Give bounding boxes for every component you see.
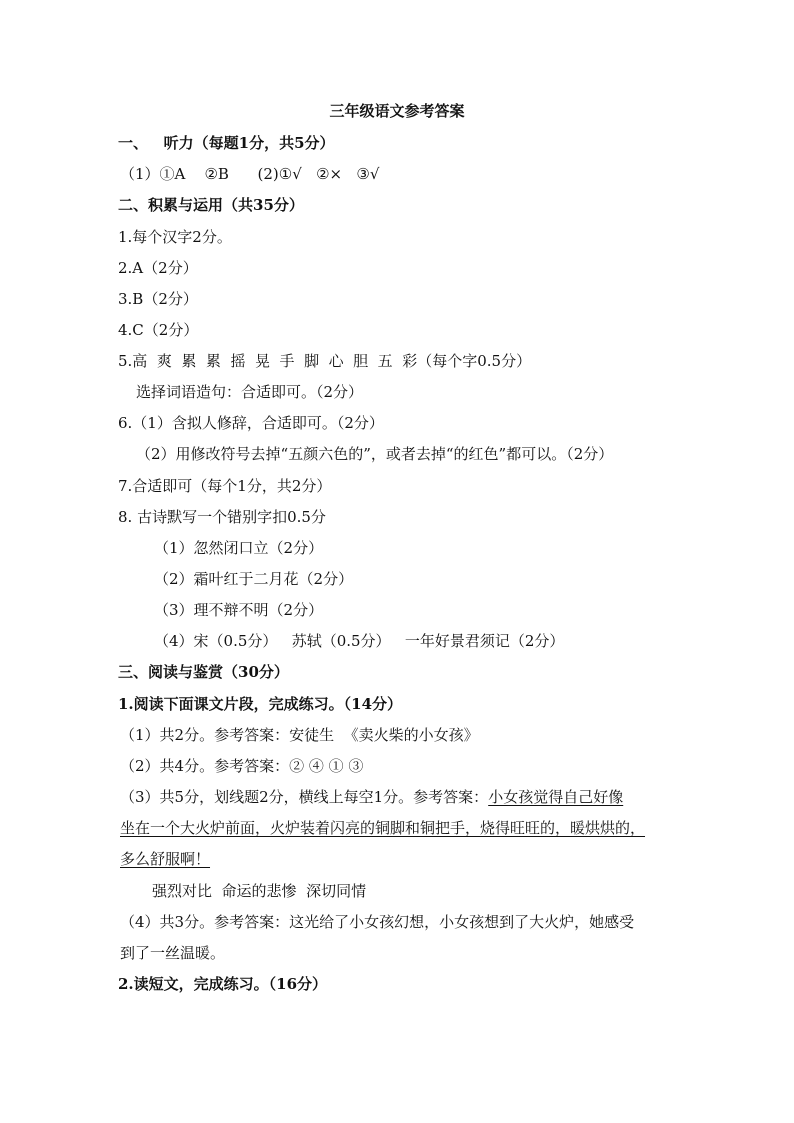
underlined-answer-part1: 小女孩觉得自己好像 <box>488 788 624 806</box>
reading-answer-4-line2: 到了一丝温暖。 <box>120 944 226 962</box>
reading-answer-2: （2）共4分。参考答案：② ④ ① ③ <box>120 757 364 775</box>
section-reading-heading: 三、阅读与鉴赏（30分） <box>118 663 289 681</box>
section-accumulation-heading: 二、积累与运用（共35分） <box>118 196 304 214</box>
answer-q8-2: （2）霜叶红于二月花（2分） <box>154 570 354 588</box>
answer-q8-3: （3）理不辩不明（2分） <box>154 601 324 619</box>
answer-q2: 2.A（2分） <box>118 259 198 277</box>
answer-q8-4: （4）宋（0.5分） 苏轼（0.5分） 一年好景君须记（2分） <box>154 632 565 650</box>
reading-part1-heading: 1.阅读下面课文片段，完成练习。（14分） <box>118 695 403 713</box>
answer-q1: 1.每个汉字2分。 <box>118 228 232 246</box>
answer-q4: 4.C（2分） <box>118 321 199 339</box>
answer-q6-1: 6.（1）含拟人修辞，合适即可。（2分） <box>118 414 384 432</box>
reading-answer-3-line1 <box>120 786 623 808</box>
listening-answers: （1）①A ②B (2)①√ ②× ③√ <box>120 165 380 183</box>
answer-q7: 7.合适即可（每个1分，共2分） <box>118 477 332 495</box>
answer-q5: 5.高 爽 累 累 摇 晃 手 脚 心 胆 五 彩（每个字0.5分） <box>118 352 532 370</box>
answer-q8-1: （1）忽然闭口立（2分） <box>154 539 324 557</box>
reading-answer-4-line1: （4）共3分。参考答案：这光给了小女孩幻想，小女孩想到了大火炉，她感受 <box>120 913 635 931</box>
page-title: 三年级语文参考答案 <box>329 102 465 120</box>
underlined-answer-part3: 多么舒服啊！ <box>120 850 211 868</box>
section-listening-heading: 一、 听力（每题1分，共5分） <box>118 134 335 152</box>
answer-q5-sentence: 选择词语造句：合适即可。（2分） <box>136 383 364 401</box>
reading-answer-3-blanks: 强烈对比 命运的悲惨 深切同情 <box>152 882 367 900</box>
underlined-answer-part2: 坐在一个大火炉前面，火炉装着闪亮的铜脚和铜把手，烧得旺旺的，暖烘烘的， <box>120 819 646 837</box>
answer-q8: 8. 古诗默写一个错别字扣0.5分 <box>118 508 326 526</box>
reading-answer-1: （1）共2分。参考答案：安徒生 《卖火柴的小女孩》 <box>120 726 479 744</box>
reading-part2-heading: 2.读短文，完成练习。（16分） <box>118 975 328 993</box>
reading-answer-3-prefix: （3）共5分，划线题2分，横线上每空1分。参考答案： <box>120 788 489 806</box>
answer-q3: 3.B（2分） <box>118 290 198 308</box>
answer-q6-2: （2）用修改符号去掉“五颜六色的”，或者去掉“的红色”都可以。（2分） <box>136 445 614 463</box>
